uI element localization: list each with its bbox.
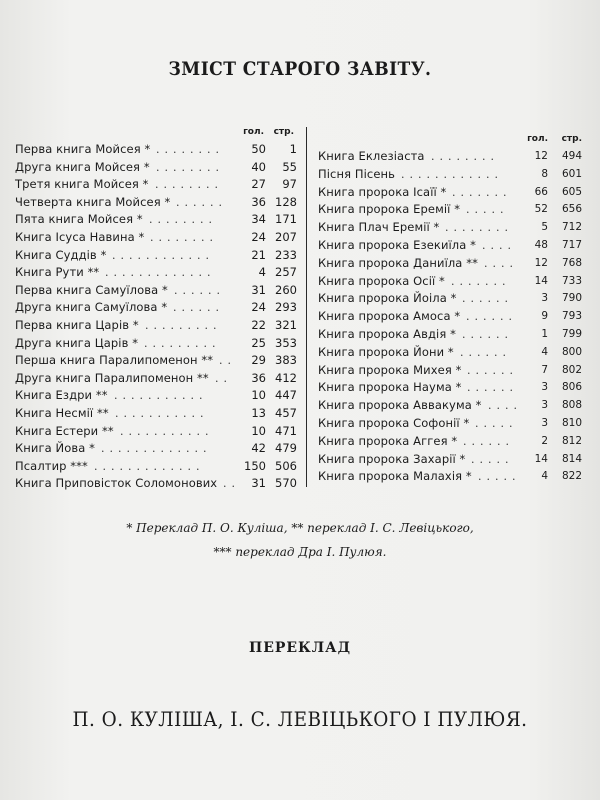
translators-heading: П. О. КУЛІША, І. С. ЛЕВІЦЬКОГО І ПУЛЮЯ. bbox=[72, 707, 528, 731]
toc-entry bbox=[15, 194, 297, 212]
toc-entry-title: Книга пророка Амоса * bbox=[318, 309, 461, 324]
toc-entry-title: Книга пророка Михея * bbox=[318, 362, 462, 377]
toc-entry-page: 810 bbox=[561, 416, 582, 429]
toc-entry-title: Книга Рути ** bbox=[15, 265, 100, 280]
toc-entry bbox=[318, 166, 586, 184]
toc-entry-title: Книга Ісуса Навина * bbox=[15, 229, 145, 244]
toc-entry bbox=[318, 379, 586, 397]
toc-entry bbox=[15, 159, 297, 177]
toc-entry-chapters: 42 bbox=[251, 441, 266, 456]
toc-entry-page: 260 bbox=[275, 282, 297, 297]
toc-entry-title: Книга пророка Софонії * bbox=[318, 415, 470, 430]
toc-entry-title: Книга пророка Даниїла ** bbox=[318, 255, 478, 270]
toc-entry-chapters: 66 bbox=[534, 185, 548, 198]
toc-entry-page: 799 bbox=[561, 327, 582, 340]
toc-entry bbox=[15, 387, 297, 405]
toc-entry bbox=[15, 352, 297, 370]
pages-header: стр. bbox=[561, 134, 582, 144]
footnote-pulyui: *** переклад Дра І. Пулюя. bbox=[213, 545, 387, 559]
column-divider bbox=[306, 127, 307, 487]
toc-entry-title: Книга пророка Йоіла * bbox=[318, 291, 457, 306]
toc-entry-title: Книга пророка Езекиїла * bbox=[318, 237, 477, 252]
dot-leader: ............. bbox=[101, 442, 212, 456]
toc-entry-page: 457 bbox=[275, 405, 297, 420]
toc-entry-title: Книга Йова * bbox=[15, 441, 95, 456]
toc-entry-chapters: 12 bbox=[534, 256, 548, 269]
dot-leader: ........ bbox=[431, 150, 499, 163]
toc-entry-chapters: 4 bbox=[541, 345, 548, 358]
dot-leader: ........... bbox=[114, 389, 208, 403]
toc-entry bbox=[318, 184, 586, 202]
toc-entry-chapters: 40 bbox=[251, 159, 266, 174]
toc-entry-title: Книга Плач Еремії * bbox=[318, 220, 440, 235]
toc-entry-page: 494 bbox=[561, 150, 582, 162]
toc-entry bbox=[15, 440, 297, 458]
toc-entry-page: 808 bbox=[561, 399, 582, 412]
toc-entry-title: Книга пророка Аввакума * bbox=[318, 398, 482, 413]
dot-leader: ....... bbox=[452, 185, 512, 199]
footnote-translators: * Переклад П. О. Куліша, ** переклад І. С. Левіцького, bbox=[126, 521, 474, 535]
toc-entry-title: Книга Еклезіаста bbox=[318, 149, 425, 163]
dot-leader: ........ bbox=[445, 221, 513, 235]
toc-entry-chapters: 52 bbox=[534, 203, 548, 216]
toc-entry-chapters: 3 bbox=[541, 416, 548, 429]
toc-entry-chapters: 24 bbox=[251, 300, 266, 315]
toc-entry-title: Книга пророка Осії * bbox=[318, 273, 445, 288]
toc-entry-chapters: 9 bbox=[541, 310, 548, 323]
chapters-header: гол. bbox=[527, 134, 548, 144]
dot-leader: .. bbox=[219, 354, 236, 368]
toc-entry-page: 768 bbox=[561, 256, 582, 269]
toc-entry bbox=[318, 255, 586, 273]
toc-entry-title: Перва книга Мойсея * bbox=[15, 142, 151, 156]
dot-leader: .. bbox=[223, 477, 240, 491]
dot-leader: ........ bbox=[150, 230, 218, 244]
dot-leader: ...... bbox=[173, 301, 224, 315]
toc-entry bbox=[318, 290, 586, 308]
toc-entry-chapters: 3 bbox=[541, 381, 548, 394]
dot-leader: ............. bbox=[105, 266, 216, 280]
toc-entry-page: 383 bbox=[275, 353, 297, 368]
toc-entry-chapters: 25 bbox=[251, 335, 266, 350]
toc-entry-page: 712 bbox=[561, 221, 582, 234]
dot-leader: ............ bbox=[401, 167, 503, 181]
toc-entry-page: 601 bbox=[561, 167, 582, 180]
dot-leader: ......... bbox=[144, 336, 221, 350]
toc-entry-page: 570 bbox=[275, 476, 297, 491]
toc-entry-title: Пісня Пісень bbox=[318, 166, 395, 181]
toc-entry bbox=[318, 362, 586, 380]
dot-leader: .... bbox=[484, 256, 518, 270]
toc-entry bbox=[15, 423, 297, 441]
toc-entry bbox=[15, 335, 297, 353]
toc-entry-title: Книга пророка Авдія * bbox=[318, 326, 456, 341]
toc-entry-page: 800 bbox=[561, 345, 582, 358]
dot-leader: ...... bbox=[463, 434, 514, 448]
toc-entry bbox=[15, 264, 297, 282]
toc-entry-page: 822 bbox=[561, 470, 582, 483]
dot-leader: ........... bbox=[115, 406, 209, 420]
toc-entry-title: Перва книга Самуїлова * bbox=[15, 282, 168, 297]
toc-entry-chapters: 13 bbox=[251, 405, 266, 420]
toc-entry-chapters: 8 bbox=[541, 167, 548, 180]
toc-entry-title: Книга пророка Еремії * bbox=[318, 202, 461, 217]
toc-entry bbox=[318, 237, 586, 255]
toc-entry-title: Книга Естери ** bbox=[15, 423, 114, 438]
dot-leader: ...... bbox=[460, 345, 511, 359]
toc-entry bbox=[318, 433, 586, 451]
dot-leader: ...... bbox=[176, 195, 227, 209]
toc-entry bbox=[15, 317, 297, 335]
toc-entry-chapters: 10 bbox=[251, 423, 266, 438]
toc-entry-page: 790 bbox=[561, 292, 582, 305]
toc-entry-page: 812 bbox=[561, 434, 582, 447]
toc-entry-chapters: 27 bbox=[251, 177, 266, 192]
toc-entry-title: Книга Ездри ** bbox=[15, 388, 108, 403]
toc-entry bbox=[318, 415, 586, 433]
toc-entry-chapters: 34 bbox=[251, 212, 266, 227]
toc-right-column bbox=[318, 134, 586, 486]
toc-right-header bbox=[318, 134, 586, 148]
toc-entry-page: 793 bbox=[561, 310, 582, 323]
toc-entry-page: 806 bbox=[561, 381, 582, 394]
toc-entry bbox=[318, 201, 586, 219]
toc-entry-chapters: 22 bbox=[251, 317, 266, 332]
toc-entry-page: 97 bbox=[282, 177, 297, 192]
toc-entry bbox=[318, 219, 586, 237]
dot-leader: .. bbox=[215, 371, 232, 385]
dot-leader: ...... bbox=[174, 283, 225, 297]
toc-entry-chapters: 12 bbox=[534, 150, 548, 162]
toc-entry-page: 656 bbox=[561, 203, 582, 216]
toc-entry-chapters: 36 bbox=[251, 370, 266, 385]
toc-entry-title: Книга пророка Ісаїї * bbox=[318, 184, 447, 199]
toc-entry-chapters: 7 bbox=[541, 363, 548, 376]
toc-entry-page: 814 bbox=[561, 452, 582, 465]
toc-entry-title: Друга книга Царів * bbox=[15, 335, 139, 350]
toc-entry-page: 233 bbox=[275, 247, 297, 262]
toc-entry-chapters: 31 bbox=[251, 476, 266, 491]
toc-entry-title: Четверта книга Мойсея * bbox=[15, 194, 171, 209]
toc-entry-title: Псалтир *** bbox=[15, 458, 88, 473]
toc-entry-page: 321 bbox=[275, 317, 297, 332]
toc-entry bbox=[15, 247, 297, 265]
dot-leader: ...... bbox=[462, 292, 513, 306]
toc-entry-title: Пята книга Мойсея * bbox=[15, 212, 143, 227]
toc-entry bbox=[318, 273, 586, 291]
toc-entry-page: 128 bbox=[275, 194, 297, 209]
toc-entry bbox=[318, 468, 586, 486]
toc-entry-page: 55 bbox=[282, 159, 297, 174]
toc-entry-chapters: 10 bbox=[251, 388, 266, 403]
toc-entry bbox=[15, 405, 297, 423]
toc-entry-title: Книга пророка Малахія * bbox=[318, 469, 472, 484]
dot-leader: ........ bbox=[149, 213, 217, 227]
toc-entry-chapters: 50 bbox=[251, 142, 266, 156]
toc-entry bbox=[15, 282, 297, 300]
toc-entry bbox=[318, 148, 586, 166]
toc-entry-title: Книга Суддів * bbox=[15, 247, 107, 262]
dot-leader: ...... bbox=[462, 327, 513, 341]
toc-entry-title: Книга Приповісток Соломонових bbox=[15, 476, 218, 491]
dot-leader: ........... bbox=[120, 424, 214, 438]
dot-leader: ........ bbox=[156, 160, 224, 174]
toc-entry bbox=[318, 326, 586, 344]
toc-entry-chapters: 150 bbox=[244, 458, 266, 473]
toc-entry-page: 1 bbox=[289, 142, 297, 156]
toc-entry-chapters: 21 bbox=[251, 247, 266, 262]
dot-leader: ............. bbox=[94, 459, 205, 473]
toc-entry-page: 802 bbox=[561, 363, 582, 376]
toc-entry-page: 506 bbox=[275, 458, 297, 473]
toc-entry-page: 257 bbox=[275, 265, 297, 280]
toc-entry-chapters: 4 bbox=[541, 470, 548, 483]
toc-entry-title: Книга пророка Наума * bbox=[318, 380, 462, 395]
toc-entry bbox=[318, 451, 586, 469]
toc-entry-chapters: 36 bbox=[251, 194, 266, 209]
toc-entry-chapters: 48 bbox=[534, 238, 548, 251]
toc-entry-chapters: 14 bbox=[534, 452, 548, 465]
toc-entry-chapters: 4 bbox=[258, 265, 266, 280]
dot-leader: ..... bbox=[475, 416, 518, 430]
dot-leader: ...... bbox=[467, 381, 518, 395]
dot-leader: ....... bbox=[451, 274, 511, 288]
toc-entry-page: 717 bbox=[561, 238, 582, 251]
dot-leader: .... bbox=[482, 238, 516, 252]
toc-entry bbox=[15, 141, 297, 159]
dot-leader: .... bbox=[488, 399, 522, 413]
toc-entry-page: 733 bbox=[561, 274, 582, 287]
toc-entry bbox=[15, 176, 297, 194]
toc-entry-page: 605 bbox=[561, 185, 582, 198]
toc-entry-title: Книга пророка Йони * bbox=[318, 344, 454, 359]
toc-entry-page: 479 bbox=[275, 441, 297, 456]
toc-entry-title: Друга книга Мойсея * bbox=[15, 159, 150, 174]
toc-entry-chapters: 3 bbox=[541, 399, 548, 412]
toc-entry-page: 471 bbox=[275, 423, 297, 438]
dot-leader: ...... bbox=[466, 310, 517, 324]
toc-entry bbox=[318, 344, 586, 362]
dot-leader: ..... bbox=[478, 470, 521, 484]
toc-entry-chapters: 24 bbox=[251, 229, 266, 244]
toc-entry bbox=[15, 458, 297, 476]
toc-entry-chapters: 5 bbox=[541, 221, 548, 234]
toc-entry-chapters: 3 bbox=[541, 292, 548, 305]
toc-entry-page: 171 bbox=[275, 212, 297, 227]
toc-entry-title: Друга книга Паралипоменон ** bbox=[15, 370, 209, 385]
toc-entry bbox=[15, 475, 297, 493]
toc-entry-title: Перва книга Царів * bbox=[15, 317, 139, 332]
dot-leader: ........ bbox=[155, 178, 223, 192]
toc-entry-page: 207 bbox=[275, 229, 297, 244]
page-title: ЗМІСТ СТАРОГО ЗАВІТУ. bbox=[168, 58, 432, 80]
toc-entry bbox=[15, 370, 297, 388]
toc-entry-title: Книга Несмії ** bbox=[15, 405, 109, 420]
pages-header: стр. bbox=[273, 127, 294, 137]
dot-leader: ............ bbox=[112, 248, 214, 262]
toc-entry-page: 353 bbox=[275, 335, 297, 350]
toc-entry-chapters: 14 bbox=[534, 274, 548, 287]
toc-entry-page: 412 bbox=[275, 370, 297, 385]
dot-leader: ........ bbox=[156, 143, 224, 156]
toc-entry bbox=[15, 229, 297, 247]
dot-leader: ..... bbox=[466, 203, 509, 217]
toc-entry-chapters: 1 bbox=[541, 327, 548, 340]
toc-entry-title: Друга книга Самуїлова * bbox=[15, 300, 168, 315]
toc-entry bbox=[318, 308, 586, 326]
chapters-header: гол. bbox=[243, 127, 264, 137]
toc-entry-chapters: 29 bbox=[251, 353, 266, 368]
toc-entry bbox=[15, 211, 297, 229]
toc-entry bbox=[318, 397, 586, 415]
toc-entry-chapters: 2 bbox=[541, 434, 548, 447]
translation-label: ПЕРЕКЛАД bbox=[248, 640, 352, 656]
toc-entry-chapters: 31 bbox=[251, 282, 266, 297]
dot-leader: ..... bbox=[471, 452, 514, 466]
toc-entry-page: 447 bbox=[275, 388, 297, 403]
toc-left-column bbox=[15, 127, 297, 493]
toc-left-header bbox=[15, 127, 297, 141]
toc-entry-title: Книга пророка Аггея * bbox=[318, 433, 458, 448]
toc-entry-page: 293 bbox=[275, 300, 297, 315]
toc-entry bbox=[15, 299, 297, 317]
toc-entry-title: Третя книга Мойсея * bbox=[15, 177, 149, 192]
dot-leader: ...... bbox=[467, 363, 518, 377]
dot-leader: ......... bbox=[145, 318, 222, 332]
toc-entry-title: Перша книга Паралипоменон ** bbox=[15, 353, 214, 368]
toc-entry-title: Книга пророка Захарії * bbox=[318, 451, 466, 466]
